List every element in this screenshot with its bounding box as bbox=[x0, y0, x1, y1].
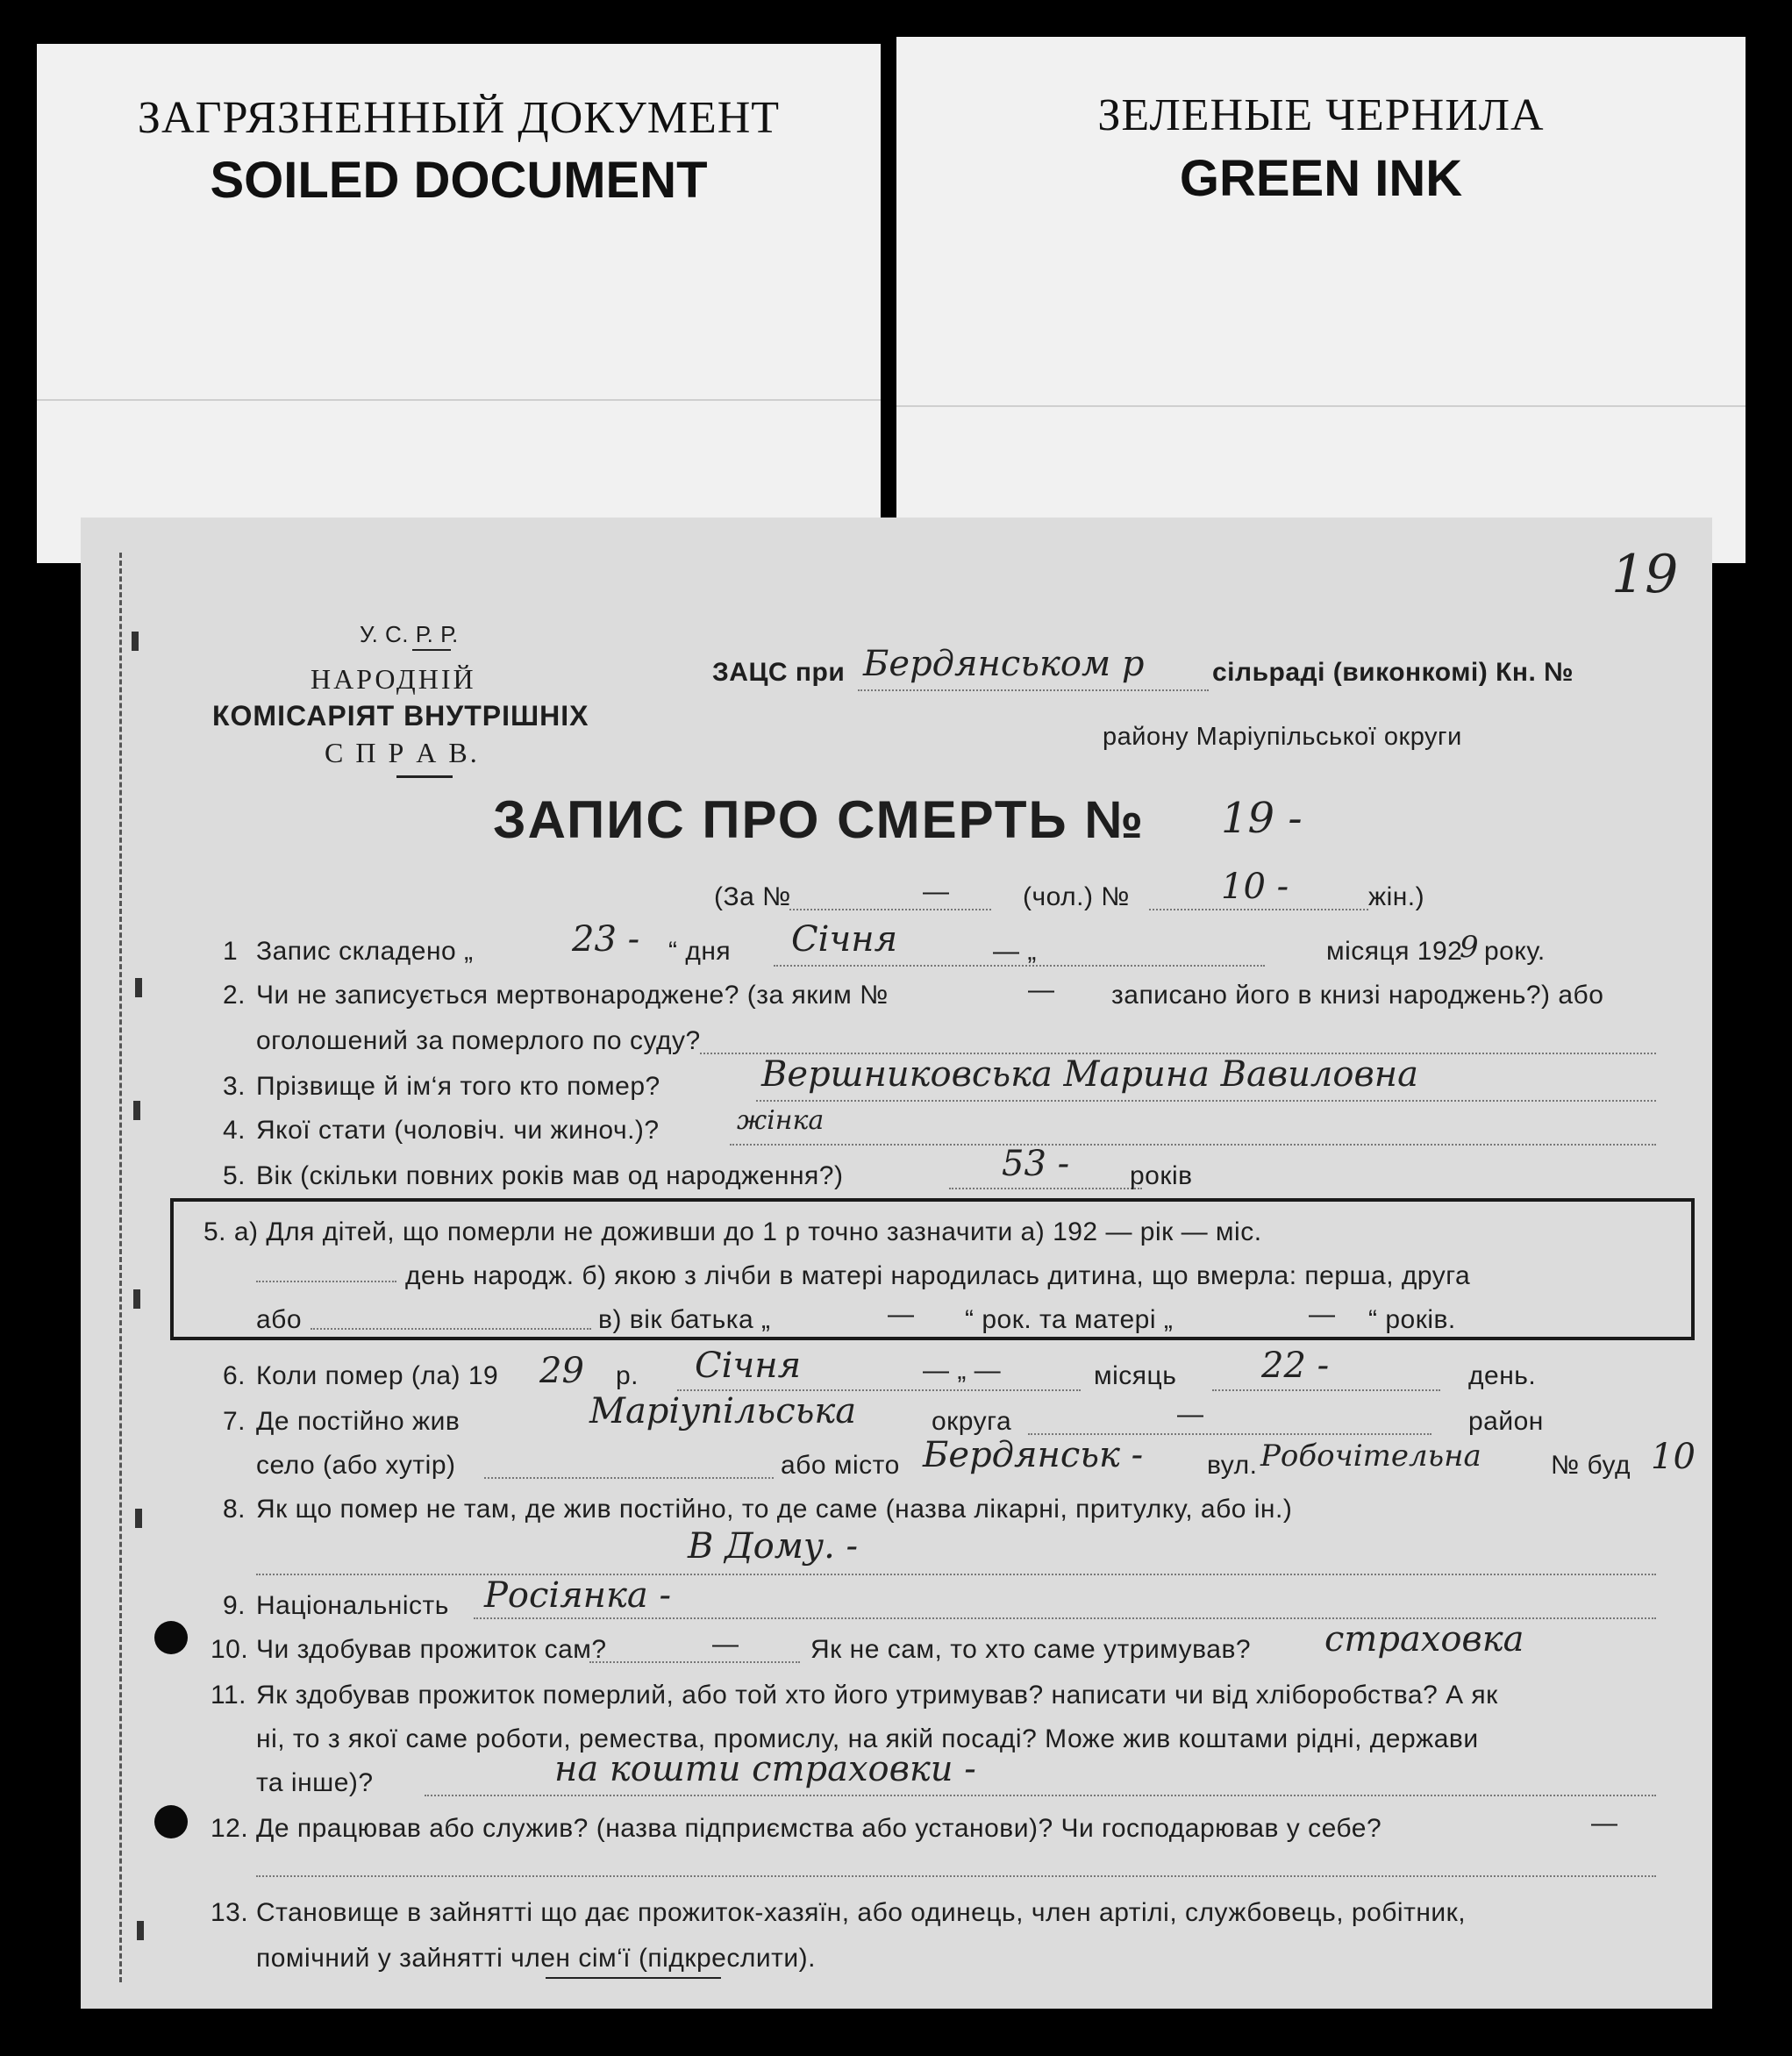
row-6-label: Коли помер (ла) 19 bbox=[256, 1361, 499, 1390]
header-rule bbox=[412, 649, 451, 651]
chol-line bbox=[1149, 909, 1368, 910]
death-record-form bbox=[81, 518, 1712, 2009]
row-13-line-1: Становище в зайнятті що дає прожиток-хазяїн, або одинець, член артілі, службовець, робітник, bbox=[256, 1898, 1467, 1927]
row-5a-line-3a: або bbox=[256, 1305, 303, 1334]
deceased-age: 53 - bbox=[1002, 1144, 1070, 1184]
margin-mark bbox=[133, 1289, 140, 1309]
row-1-year: 9 bbox=[1460, 930, 1479, 965]
death-month: Січня bbox=[695, 1346, 802, 1386]
row-3-label: Прізвище й ім‘я того кто помер? bbox=[256, 1072, 660, 1101]
row-5a-line-3d: “ рок. та матері „ bbox=[965, 1305, 1174, 1334]
district-line: району Маріупільської округи bbox=[1103, 723, 1462, 751]
row-2-line-2: оголошений за померлого по суду? bbox=[256, 1026, 701, 1055]
row-1-dash: — „ bbox=[993, 937, 1037, 966]
chol-value: 10 - bbox=[1221, 867, 1289, 907]
row-5a-line-1: 5. а) Для дітей, що померли не доживши до 1 р точно зазначити а) 192 — рік — міс. bbox=[203, 1217, 1262, 1246]
zhin-label: жін.) bbox=[1368, 882, 1425, 911]
residence-street: Робочітельна bbox=[1260, 1438, 1481, 1474]
member-underline bbox=[546, 1977, 721, 1979]
death-place: В Дому. - bbox=[688, 1526, 859, 1567]
row-1-quote: “ дня bbox=[668, 937, 732, 966]
margin-mark bbox=[133, 1101, 140, 1120]
row-9-number: 9. bbox=[223, 1591, 246, 1620]
row-4-number: 4. bbox=[223, 1116, 246, 1145]
row-10-label-2: Як не сам, то хто саме утримував? bbox=[810, 1635, 1252, 1664]
row-1-month: Січня bbox=[791, 919, 898, 960]
row-13-line-2: помічний у зайнятті член сім‘ї (підкреслити). bbox=[256, 1944, 816, 1973]
row-2-number: 2. bbox=[223, 981, 246, 1010]
margin-mark bbox=[132, 632, 139, 651]
margin-mark bbox=[135, 978, 142, 997]
green-ink-en: GREEN INK bbox=[1179, 150, 1463, 207]
margin-mark bbox=[135, 1509, 142, 1528]
soiled-document-card bbox=[37, 44, 881, 563]
row-3-line bbox=[756, 1100, 1656, 1102]
death-year: 29 bbox=[539, 1351, 584, 1391]
row-8-number: 8. bbox=[223, 1495, 246, 1524]
card-divider bbox=[37, 399, 881, 401]
zags-underline bbox=[858, 689, 1209, 691]
row-10-number: 10. bbox=[211, 1635, 249, 1664]
row-13-number: 13. bbox=[211, 1898, 249, 1927]
row-7-vul: вул. bbox=[1207, 1451, 1258, 1480]
perforation-line bbox=[119, 553, 122, 1982]
zags-handwritten: Бердянськом р bbox=[863, 644, 1145, 684]
zags-prefix: ЗАЦС при bbox=[712, 658, 846, 687]
row-3-number: 3. bbox=[223, 1072, 246, 1101]
row-11-line bbox=[425, 1795, 1656, 1796]
residence-okruga: Маріупільська bbox=[589, 1391, 857, 1431]
row-1-end: року. bbox=[1484, 937, 1546, 966]
row-5-number: 5. bbox=[223, 1161, 246, 1190]
row-1-label: Запис складено „ bbox=[256, 937, 474, 966]
row-5-line bbox=[949, 1188, 1142, 1189]
residence-building: 10 bbox=[1651, 1437, 1696, 1477]
row-9-label: Національність bbox=[256, 1591, 449, 1620]
row-6-r: р. bbox=[616, 1361, 639, 1390]
row-11-number: 11. bbox=[211, 1681, 246, 1710]
row-11-line-1: Як здобував прожиток померлий, або той хто його утримував? написати чи від хліборобства? А як bbox=[256, 1681, 1498, 1710]
form-title: ЗАПИС ПРО СМЕРТЬ № bbox=[493, 790, 1146, 849]
row-7-label: Де постійно жив bbox=[256, 1407, 460, 1436]
soiled-document-ru: ЗАГРЯЗНЕННЫЙ ДОКУМЕНТ bbox=[137, 93, 781, 143]
row-12-dash: — bbox=[1591, 1809, 1618, 1838]
punch-hole bbox=[154, 1621, 188, 1654]
row-4-label: Якої стати (чоловіч. чи жиноч.)? bbox=[256, 1116, 660, 1145]
card-divider bbox=[896, 405, 1746, 407]
row-7-line bbox=[484, 1477, 774, 1479]
death-day: 22 - bbox=[1261, 1346, 1330, 1386]
margin-mark bbox=[137, 1921, 144, 1940]
za-number-label: (За № bbox=[714, 882, 791, 911]
row-6-den: день. bbox=[1468, 1361, 1537, 1390]
org-ussr: У. С. Р. Р. bbox=[360, 621, 459, 647]
green-ink-ru: ЗЕЛЕНЫЕ ЧЕРНИЛА bbox=[1097, 90, 1545, 140]
row-5a-line-3e: — bbox=[1309, 1300, 1336, 1329]
org-sprav: С П Р А В. bbox=[325, 737, 480, 768]
supported-by: страховка bbox=[1324, 1619, 1524, 1660]
row-1-tail: місяця 192 bbox=[1326, 937, 1463, 966]
row-2-text: Чи не записується мертвонароджене? (за яким № bbox=[256, 981, 889, 1010]
row-12-number: 12. bbox=[211, 1814, 249, 1843]
org-narodniy: НАРОДНІЙ bbox=[311, 663, 476, 695]
zags-suffix: сільраді (виконкомі) Кн. № bbox=[1212, 658, 1574, 687]
row-10-dash: — bbox=[712, 1630, 739, 1659]
org-komisariat: КОМІСАРІЯТ ВНУТРІШНІХ bbox=[212, 700, 589, 732]
row-8-line bbox=[256, 1574, 1656, 1575]
row-1-number: 1 bbox=[223, 937, 239, 966]
form-title-number: 19 - bbox=[1221, 794, 1303, 843]
row-7-raion: район bbox=[1468, 1407, 1544, 1436]
header-rule bbox=[396, 775, 453, 778]
row-5-label: Вік (скільки повних років мав од народження?) bbox=[256, 1161, 844, 1190]
row-5-end: років bbox=[1130, 1161, 1193, 1190]
row-5a-line-2: день народж. б) якою з лічби в матері народилась дитина, що вмерла: перша, друга bbox=[405, 1261, 1471, 1290]
chol-label: (чол.) № bbox=[1023, 882, 1130, 911]
row-11-line-3: та інше)? bbox=[256, 1768, 374, 1797]
row-2-dash: — bbox=[1028, 975, 1055, 1004]
row-12-line bbox=[256, 1875, 1656, 1877]
row-1-line bbox=[774, 965, 1265, 967]
row-5a-line-3b: в) вік батька „ bbox=[598, 1305, 771, 1334]
page-number: 19 bbox=[1611, 544, 1679, 605]
soiled-document-en: SOILED DOCUMENT bbox=[210, 152, 708, 209]
row-8-text: Як що помер не там, де жив постійно, то де саме (назва лікарні, притулку, або ін.) bbox=[256, 1495, 1293, 1524]
row-7-misto: або місто bbox=[781, 1451, 900, 1480]
row-6-dash: — „ — bbox=[923, 1356, 1002, 1385]
row-1-day: 23 - bbox=[572, 919, 640, 960]
row-7-bud: № буд bbox=[1551, 1451, 1631, 1480]
row-5a-line-3c: — bbox=[888, 1300, 915, 1329]
row-6-number: 6. bbox=[223, 1361, 246, 1390]
row-10-line bbox=[589, 1661, 800, 1663]
za-number-dash: — bbox=[923, 877, 950, 906]
row-10-label: Чи здобував прожиток сам? bbox=[256, 1635, 607, 1664]
row-6-line bbox=[1212, 1389, 1440, 1391]
row-7-selo: село (або хутір) bbox=[256, 1451, 456, 1480]
row-7-okr: округа bbox=[932, 1407, 1012, 1436]
row-5a-line-3f: “ років. bbox=[1368, 1305, 1456, 1334]
residence-city: Бердянськ - bbox=[923, 1435, 1144, 1475]
row-4-line bbox=[730, 1144, 1656, 1146]
row-12-text: Де працював або служив? (назва підприємства або установи)? Чи господарював у себе? bbox=[256, 1814, 1382, 1843]
row-7-dash: — bbox=[1177, 1400, 1204, 1429]
row-5a-line bbox=[256, 1281, 396, 1282]
green-ink-card bbox=[896, 37, 1746, 563]
nationality: Росіянка - bbox=[484, 1575, 671, 1616]
za-number-line bbox=[789, 909, 991, 910]
deceased-name: Вершниковська Марина Вавиловна bbox=[761, 1054, 1418, 1095]
row-5a-line bbox=[311, 1328, 591, 1330]
deceased-sex: жінка bbox=[737, 1105, 825, 1136]
row-2-text-2: записано його в книзі народжень?) або bbox=[1111, 981, 1604, 1010]
row-7-number: 7. bbox=[223, 1407, 246, 1436]
row-6-mis: місяць bbox=[1094, 1361, 1177, 1390]
row-11-line-2: ні, то з якої саме роботи, ремества, промислу, на якій посаді? Може жив коштами рідні, держави bbox=[256, 1724, 1479, 1753]
punch-hole bbox=[154, 1805, 188, 1838]
livelihood: на кошти страховки - bbox=[554, 1749, 976, 1789]
